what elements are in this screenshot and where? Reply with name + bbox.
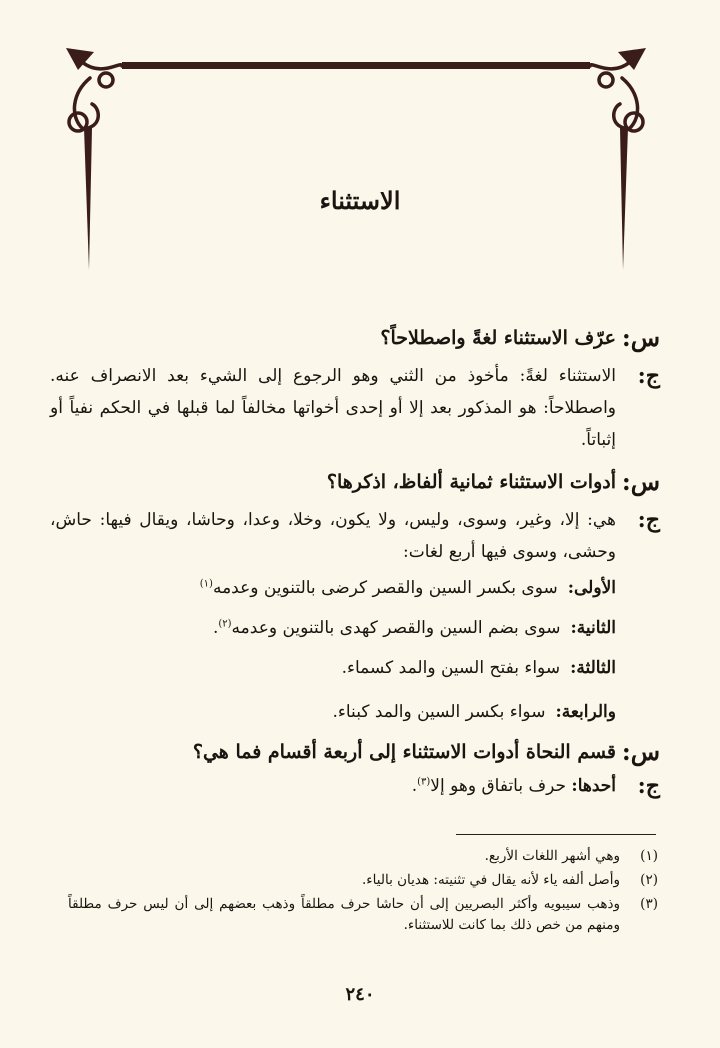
question-marker: س: <box>621 737 660 766</box>
footnotes <box>68 846 658 936</box>
lugha-text: سواء بكسر السين والمد كبناء. <box>332 702 546 722</box>
answer-3 <box>50 770 660 802</box>
question-marker: س: <box>621 467 660 496</box>
footnote-3 <box>68 894 658 936</box>
question-marker: س: <box>621 323 660 352</box>
footnote-number: (٣) <box>640 896 658 912</box>
question-text: عرّف الاستثناء لغةً واصطلاحاً؟ <box>380 327 616 349</box>
main-content <box>50 322 660 802</box>
lugha-label: والرابعة: <box>555 702 616 722</box>
footnote-ref: (٢) <box>218 618 232 630</box>
lugha-4 <box>50 696 616 728</box>
answer-label: أحدها: <box>571 776 616 796</box>
footnote-ref: (١) <box>199 578 213 590</box>
question-text: أدوات الاستثناء ثمانية ألفاظ، اذكرها؟ <box>326 471 616 493</box>
question-2 <box>50 466 660 498</box>
footnote-2 <box>68 870 658 891</box>
footnote-number: (١) <box>640 848 658 864</box>
footnote-number: (٢) <box>640 872 658 888</box>
question-3 <box>50 736 660 768</box>
lugha-text: سوى بكسر السين والقصر كرضى بالتنوين وعدمه$^{(١)}$ <box>199 578 558 598</box>
footnote-ref: (٣) <box>417 776 431 788</box>
lugha-2 <box>50 612 616 644</box>
answer-marker: ج: <box>637 773 660 799</box>
lugha-label: الأولى: <box>567 578 616 598</box>
footnote-text: وأصل ألفه ياء لأنه يقال في تثنيته: هديان بالياء. <box>362 872 620 888</box>
lugha-3 <box>50 652 616 684</box>
footnote-divider <box>456 834 656 835</box>
answer-2 <box>50 504 660 568</box>
lugha-label: الثالثة: <box>570 658 616 678</box>
lugha-text: سواء بفتح السين والمد كسماء. <box>341 658 561 678</box>
chapter-frame-ornament <box>62 38 650 278</box>
chapter-title: الاستثناء <box>319 186 401 215</box>
answer-marker: ج: <box>637 363 660 389</box>
answer-text: هي: إلا، وغير، وسوى، وليس، ولا يكون، وخلا، وعدا، وحاشا، ويقال فيها: حاش، وحشى، وسوى فيها أربع لغات: <box>50 510 616 562</box>
footnote-1 <box>68 846 658 867</box>
answer-marker: ج: <box>637 507 660 533</box>
answer-1 <box>50 360 660 456</box>
question-text: قسم النحاة أدوات الاستثناء إلى أربعة أقسام فما هي؟ <box>192 741 616 763</box>
footnote-text: وهي أشهر اللغات الأربع. <box>484 848 620 864</box>
footnote-text: وذهب سيبويه وأكثر البصريين إلى أن حاشا حرف مطلقاً وذهب بعضهم إلى أن ليس حرف مطلقاً ومنهم من خص ذلك بما كانت للاستثناء. <box>68 896 620 933</box>
lugha-label: الثانية: <box>570 618 616 638</box>
lugha-text: سوى بضم السين والقصر كهدى بالتنوين وعدمه$^{(٢)}$. <box>212 618 561 638</box>
lugha-1 <box>50 572 616 604</box>
answer-text: أحدها: حرف باتفاق وهو إلا$^{(٣)}$. <box>411 776 616 796</box>
page-number: ٢٤٠ <box>345 984 375 1005</box>
answer-text: الاستثناء لغةً: مأخوذ من الثني وهو الرجوع إلى الشيء بعد الانصراف عنه. واصطلاحاً: هو المذكور بعد إلا أو إحدى أخواتها مخالفاً لما قبلها في الحكم نفياً أو إثباتاً. <box>50 366 616 450</box>
question-1 <box>50 322 660 354</box>
